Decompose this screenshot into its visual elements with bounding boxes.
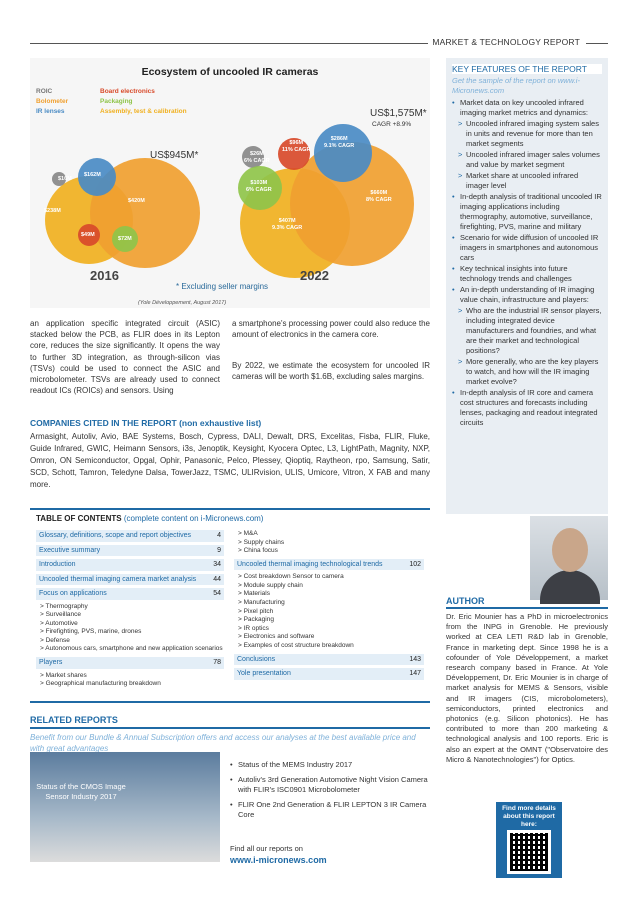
kf-sample-link[interactable]: Get the sample of the report on www.i-Micronews.com (452, 76, 580, 95)
toc-entry[interactable]: Conclusions 143 (234, 654, 424, 666)
toc-sublist: > Thermography > Surveillance > Automotive > Firefighting, PVS, marine, drones > Defense > Autonomous cars, smartphone and new application scenarios (40, 602, 223, 653)
label-2022-packaging: $103M 6% CAGR (246, 180, 272, 193)
related-desc: Benefit from our Bundle & Annual Subscription offers and access our analyses at the best available price and with great advantages (30, 733, 416, 753)
toc-sublist: > M&A > Supply chains > China focus (238, 530, 285, 555)
body-text-right-2: By 2022, we estimate the ecosystem for uncooled IR cameras will be worth $1.6B, excluding sales margins. (232, 361, 430, 382)
qr-code-icon[interactable] (507, 830, 551, 874)
kf-item: > Uncooled infrared imaging system sales in units and revenue for more than ten market segments (452, 119, 602, 149)
companies-title: COMPANIES CITED IN THE REPORT (non exhaustive list) (30, 418, 262, 428)
related-item[interactable]: • Autoliv's 3rd Generation Automotive Night Vision Camera with FLIR's ISC0901 Microbolometer (230, 775, 430, 796)
toc-entry[interactable]: Executive summary 9 (36, 545, 224, 557)
kf-item: • In-depth analysis of traditional uncooled IR imaging applications including thermography, automotive, surveillance, firefighting, PVS, marine and military (452, 192, 602, 232)
header-rule-end (586, 43, 608, 44)
chart-source: (Yole Développement, August 2017) (138, 300, 227, 306)
table-of-contents (30, 508, 430, 703)
toc-entry[interactable]: Focus on applications 54 (36, 588, 224, 600)
qr-box[interactable] (496, 802, 562, 878)
kf-item: • Key technical insights into future technology trends and challenges (452, 264, 602, 284)
legend-packaging: Packaging (100, 98, 133, 105)
kf-item: • An in-depth understanding of IR imaging value chain, infrastructure and players: (452, 285, 602, 305)
label-2022-lenses: $286M 9.1% CAGR (324, 136, 355, 149)
qr-label: Find more details about this report here: (502, 805, 556, 828)
kf-item: > Uncooled infrared imager sales volumes and value by market segment (452, 150, 602, 170)
key-features-panel (446, 58, 608, 514)
bubble-2022-lenses (314, 124, 372, 182)
label-2016-packaging: $72M (118, 236, 132, 242)
related-item[interactable]: • Status of the MEMS Industry 2017 (230, 760, 430, 771)
kf-list (452, 98, 602, 428)
year-2022: 2022 (300, 268, 329, 283)
body-text-left: an application specific integrated circuit (ASIC) stacked below the PCB, as FLIR does in its Lepton core, reduces the size significantly. It opens the way to further 3D integration, as through-silicon vias (TSVs) could be used to connect the ASIC and microbolometer. TSVs are already used to connect readout ICs (ROICs) and sensors. Using (30, 319, 220, 396)
label-2016-lenses: $162M (84, 172, 101, 178)
kf-item: > Who are the industrial IR sensor players, including integrated device manufacturers and foundries, and what are their market and technological positions? (452, 306, 602, 356)
label-2022-board: $96M 11% CAGR (282, 140, 311, 153)
toc-left-column (36, 530, 224, 692)
author-section (446, 596, 608, 765)
toc-entry[interactable]: Uncooled thermal imaging technological trends 102 (234, 559, 424, 571)
year-2016: 2016 (90, 268, 119, 283)
label-2016-assembly: $238M (44, 208, 61, 214)
kf-item: • In-depth analysis of IR core and camera cost structures and forecasts including lenses, packaging and readout integrated circuits (452, 388, 602, 428)
legend-bolometer: Bolometer (36, 98, 69, 105)
related-item[interactable]: • FLIR One 2nd Generation & FLIR LEPTON 3 IR Camera Core (230, 800, 430, 821)
toc-entry[interactable]: Glossary, definitions, scope and report objectives 4 (36, 530, 224, 542)
page-header (30, 36, 608, 50)
kf-item: • Scenario for wide diffusion of uncooled IR imagers in smartphones and autonomous cars (452, 233, 602, 263)
cagr-total: CAGR +8.9% (372, 121, 412, 128)
label-2022-roic: $26M 6% CAGR (244, 151, 270, 164)
author-title: AUTHOR (446, 596, 608, 609)
legend-ir-lenses: IR lenses (36, 108, 65, 115)
cover-title: Status of the CMOS Image Sensor Industry 2017 (36, 782, 126, 801)
kf-item: • Market data on key uncooled infrared imaging market metrics and dynamics: (452, 98, 602, 118)
toc-entry[interactable]: Uncooled thermal imaging camera market analysis 44 (36, 574, 224, 586)
companies-list: Armasight, Autoliv, Avio, BAE Systems, Bosch, Cypress, DALI, Dewalt, DRS, Excelitas, Fisba, FLIR, Fluke, Guide Infrared, GWIC, Heimann Sensors, i3s, Jenoptik, Keysight, Kyocera Optec, L3, LightPath, Magnity, NXP, Omron, ON Semiconductor, Opgal, Ophir, Panasonic, Pelco, Plessey, Qioptiq, Raytheon, rpo, Samsung, Satir, SCD, Schott, Tamron, Teledyne Dalsa, TowerJazz, TSMC, ULIRvision, ULIS, Umicore, Vitron, X FAB and many more. (30, 432, 430, 489)
author-bio: Dr. Eric Mounier has a PhD in microelectronics from the INPG in Grenoble. He previously worked at CEA LETI R&D lab in Grenoble, France in marketing dept. Since 1998 he is a cofounder of Yole Développement, a market research company based in France. At Yole Développement, Dr. Eric Mounier is in charge of market analysis for MEMS & Sensors, visible and IR imagers (CIS, microbolometers), semiconductors, printed electronics and photonics (e.g. Silicon photonics). He has contributed to more than 200 marketing & technological analysis and 100 reports. Eric is also an expert at the OMNT ("Observatoire des Micro & Nanotechnologies") for Optics. (446, 612, 608, 764)
chart-title: Ecosystem of uncooled IR cameras (141, 66, 319, 78)
ecosystem-chart (30, 58, 430, 308)
total-2022: US$1,575M* (370, 108, 427, 119)
toc-right-column (234, 530, 424, 683)
toc-sublist: > Market shares > Geographical manufacturing breakdown (40, 671, 161, 688)
findall-label: Find all our reports on (230, 844, 303, 853)
toc-entry[interactable]: Introduction 34 (36, 559, 224, 571)
author-photo (530, 516, 608, 600)
related-list (230, 760, 430, 825)
label-2016-board: $49M (81, 232, 95, 238)
label-2016-bolometer: $420M (128, 198, 145, 204)
related-title: RELATED REPORTS (30, 715, 430, 729)
body-text-right-1: a smartphone's processing power could also reduce the amount of electronics in the camera core. (232, 319, 430, 340)
chart-note: * Excluding seller margins (176, 282, 269, 291)
header-title: MARKET & TECHNOLOGY REPORT (432, 37, 580, 47)
label-2022-assembly: $407M 9.3% CAGR (272, 218, 303, 231)
total-2016: US$945M* (150, 150, 199, 161)
toc-entry[interactable]: Players 78 (36, 657, 224, 669)
header-rule (30, 43, 428, 44)
label-2016-roic: $16M (58, 176, 72, 182)
kf-title: KEY FEATURES OF THE REPORT (452, 64, 602, 74)
legend-roic: ROIC (36, 88, 53, 95)
toc-sublist: > Cost breakdown Sensor to camera > Module supply chain > Materials > Manufacturing > Pixel pitch > Packaging > IR optics > Electronics and software > Examples of cost structure breakdown (238, 573, 354, 650)
legend-assembly: Assembly, test & calibration (100, 108, 187, 115)
toc-entry[interactable]: Yole presentation 147 (234, 668, 424, 680)
label-2022-bolometer: $660M 8% CAGR (366, 190, 392, 203)
report-cover-image[interactable] (30, 752, 220, 862)
micronews-link[interactable]: www.i-micronews.com (230, 855, 327, 865)
legend-board-electronics: Board electronics (100, 88, 155, 95)
kf-item: > More generally, who are the key players to watch, and how will the IR imaging market evolve? (452, 357, 602, 387)
toc-header: TABLE OF CONTENTS (complete content on i-Micronews.com) (36, 514, 264, 523)
kf-item: > Market share at uncooled infrared imager level (452, 171, 602, 191)
related-reports (30, 715, 430, 754)
